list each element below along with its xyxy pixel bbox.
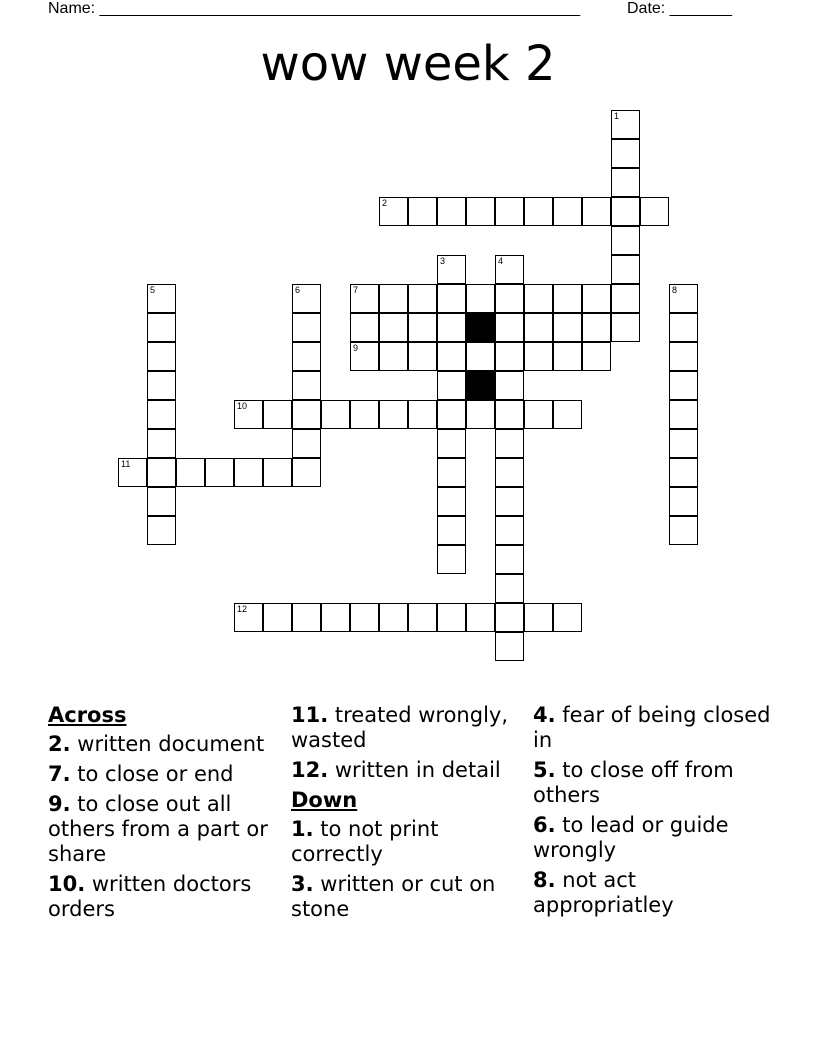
- clue-item-text: written doctors orders: [48, 872, 252, 921]
- grid-cell[interactable]: [379, 603, 408, 632]
- grid-cell[interactable]: [669, 342, 698, 371]
- grid-cell[interactable]: [292, 313, 321, 342]
- clue-item: [291, 817, 521, 867]
- grid-cell[interactable]: [611, 255, 640, 284]
- grid-cell[interactable]: [379, 400, 408, 429]
- grid-cell[interactable]: [611, 226, 640, 255]
- grid-cell[interactable]: [292, 342, 321, 371]
- clue-number: 10: [237, 401, 248, 411]
- grid-cell[interactable]: [495, 197, 524, 226]
- grid-cell[interactable]: [611, 110, 640, 139]
- clue-item: [533, 758, 773, 808]
- grid-cell[interactable]: [234, 603, 263, 632]
- grid-cell[interactable]: [495, 342, 524, 371]
- grid-cell[interactable]: [379, 284, 408, 313]
- clue-item-text: to close off from others: [533, 758, 734, 807]
- grid-cell[interactable]: [147, 487, 176, 516]
- grid-cell[interactable]: [524, 400, 553, 429]
- grid-cell[interactable]: [437, 342, 466, 371]
- clue-item-number: 2.: [48, 732, 71, 756]
- clue-item: [48, 792, 278, 867]
- grid-cell[interactable]: [350, 284, 379, 313]
- grid-cell[interactable]: [234, 400, 263, 429]
- clue-number: 3: [440, 256, 446, 266]
- clue-item: [48, 762, 278, 787]
- clue-item: [48, 872, 278, 922]
- clue-item-text: to close out all others from a part or share: [48, 792, 268, 866]
- clue-number: 1: [614, 111, 620, 121]
- grid-cell[interactable]: [350, 342, 379, 371]
- clue-item-text: to lead or guide wrongly: [533, 813, 729, 862]
- grid-cell[interactable]: [292, 400, 321, 429]
- grid-cell[interactable]: [234, 458, 263, 487]
- clue-item-text: not act appropriatley: [533, 868, 674, 917]
- grid-cell[interactable]: [437, 197, 466, 226]
- clue-item-number: 1.: [291, 817, 314, 841]
- clue-item-text: written document: [70, 732, 265, 756]
- clue-item: [533, 703, 773, 753]
- grid-cell[interactable]: [350, 400, 379, 429]
- clue-item: [48, 732, 278, 757]
- grid-cell[interactable]: [669, 313, 698, 342]
- grid-cell[interactable]: [495, 255, 524, 284]
- date-field[interactable]: Date: _______: [627, 0, 732, 17]
- grid-cell[interactable]: [321, 603, 350, 632]
- grid-cell[interactable]: [408, 400, 437, 429]
- clue-item-number: 12.: [291, 758, 329, 782]
- grid-cell[interactable]: [437, 313, 466, 342]
- grid-cell[interactable]: [408, 197, 437, 226]
- grid-cell[interactable]: [553, 603, 582, 632]
- clue-item-number: 11.: [291, 703, 329, 727]
- grid-cell[interactable]: [582, 342, 611, 371]
- grid-cell[interactable]: [524, 342, 553, 371]
- grid-cell[interactable]: [408, 342, 437, 371]
- grid-cell[interactable]: [408, 284, 437, 313]
- clue-item: [291, 758, 521, 783]
- grid-cell[interactable]: [437, 458, 466, 487]
- grid-cell[interactable]: [640, 197, 669, 226]
- clue-section-heading: Across: [48, 703, 127, 727]
- grid-cell[interactable]: [437, 603, 466, 632]
- grid-cell[interactable]: [495, 545, 524, 574]
- grid-cell[interactable]: [495, 574, 524, 603]
- clue-number: 12: [237, 604, 248, 614]
- grid-cell[interactable]: [466, 284, 495, 313]
- grid-cell[interactable]: [611, 197, 640, 226]
- grid-cell[interactable]: [495, 371, 524, 400]
- clue-number: 11: [121, 459, 131, 469]
- grid-cell[interactable]: [669, 284, 698, 313]
- clue-item: [533, 868, 773, 918]
- grid-cell[interactable]: [147, 458, 176, 487]
- grid-cell[interactable]: [495, 458, 524, 487]
- clue-number: 5: [150, 285, 156, 295]
- clue-item-text: treated wrongly, wasted: [291, 703, 509, 752]
- clue-number: 7: [353, 285, 359, 295]
- grid-cell[interactable]: [437, 545, 466, 574]
- clue-item-text: written or cut on stone: [291, 872, 496, 921]
- grid-cell[interactable]: [669, 487, 698, 516]
- grid-cell[interactable]: [437, 284, 466, 313]
- grid-cell[interactable]: [321, 400, 350, 429]
- clue-item-number: 3.: [291, 872, 314, 896]
- grid-cell[interactable]: [553, 342, 582, 371]
- clue-item-number: 10.: [48, 872, 86, 896]
- grid-cell[interactable]: [669, 516, 698, 545]
- grid-cell[interactable]: [669, 458, 698, 487]
- grid-cell[interactable]: [437, 487, 466, 516]
- grid-cell[interactable]: [669, 400, 698, 429]
- clue-column-2: [291, 703, 521, 927]
- clue-column-1: [48, 703, 278, 927]
- grid-cell[interactable]: [669, 371, 698, 400]
- clue-item: [533, 813, 773, 863]
- grid-cell[interactable]: [292, 458, 321, 487]
- grid-cell[interactable]: [437, 400, 466, 429]
- clue-column-3: [533, 703, 773, 923]
- grid-cell[interactable]: [466, 603, 495, 632]
- clue-item-number: 8.: [533, 868, 556, 892]
- name-field[interactable]: Name: ______________________________________________________: [48, 0, 581, 17]
- grid-cell[interactable]: [553, 400, 582, 429]
- grid-cell[interactable]: [582, 197, 611, 226]
- clue-number: 9: [353, 343, 359, 353]
- clue-item-number: 9.: [48, 792, 71, 816]
- grid-cell[interactable]: [553, 313, 582, 342]
- grid-cell[interactable]: [292, 429, 321, 458]
- grid-cell[interactable]: [553, 197, 582, 226]
- grid-cell[interactable]: [147, 313, 176, 342]
- grid-cell[interactable]: [205, 458, 234, 487]
- grid-cell[interactable]: [669, 429, 698, 458]
- grid-cell[interactable]: [611, 168, 640, 197]
- clue-number: 6: [295, 285, 301, 295]
- grid-cell[interactable]: [263, 458, 292, 487]
- grid-block: [466, 313, 495, 342]
- grid-cell[interactable]: [292, 371, 321, 400]
- clue-number: 2: [382, 198, 388, 208]
- grid-cell[interactable]: [524, 284, 553, 313]
- grid-cell[interactable]: [495, 632, 524, 661]
- grid-cell[interactable]: [611, 139, 640, 168]
- grid-cell[interactable]: [379, 342, 408, 371]
- grid-cell[interactable]: [263, 400, 292, 429]
- grid-cell[interactable]: [553, 284, 582, 313]
- clue-item-text: to not print correctly: [291, 817, 439, 866]
- grid-cell[interactable]: [292, 284, 321, 313]
- grid-cell[interactable]: [495, 487, 524, 516]
- grid-cell[interactable]: [176, 458, 205, 487]
- grid-cell[interactable]: [466, 342, 495, 371]
- grid-cell[interactable]: [408, 603, 437, 632]
- grid-cell[interactable]: [524, 197, 553, 226]
- grid-cell[interactable]: [147, 371, 176, 400]
- clue-number: 4: [498, 256, 504, 266]
- grid-cell[interactable]: [263, 603, 292, 632]
- page-title: wow week 2: [260, 36, 556, 92]
- grid-cell[interactable]: [147, 400, 176, 429]
- clue-item: [291, 872, 521, 922]
- grid-cell[interactable]: [495, 313, 524, 342]
- grid-cell[interactable]: [524, 603, 553, 632]
- grid-cell[interactable]: [437, 516, 466, 545]
- clue-item-text: written in detail: [328, 758, 501, 782]
- clue-item-text: to close or end: [70, 762, 234, 786]
- grid-cell[interactable]: [437, 429, 466, 458]
- grid-cell[interactable]: [466, 400, 495, 429]
- clue-item-text: fear of being closed in: [533, 703, 771, 752]
- clue-section-heading: Down: [291, 788, 358, 812]
- grid-cell[interactable]: [147, 284, 176, 313]
- grid-cell[interactable]: [437, 371, 466, 400]
- grid-cell[interactable]: [379, 197, 408, 226]
- grid-cell[interactable]: [495, 516, 524, 545]
- grid-cell[interactable]: [466, 197, 495, 226]
- grid-block: [466, 371, 495, 400]
- grid-cell[interactable]: [379, 313, 408, 342]
- grid-cell[interactable]: [437, 255, 466, 284]
- clue-item-number: 7.: [48, 762, 71, 786]
- grid-cell[interactable]: [408, 313, 437, 342]
- grid-cell[interactable]: [524, 313, 553, 342]
- grid-cell[interactable]: [147, 429, 176, 458]
- grid-cell[interactable]: [495, 429, 524, 458]
- grid-cell[interactable]: [495, 603, 524, 632]
- grid-cell[interactable]: [292, 603, 321, 632]
- grid-cell[interactable]: [495, 284, 524, 313]
- grid-cell[interactable]: [350, 603, 379, 632]
- grid-cell[interactable]: [118, 458, 147, 487]
- grid-cell[interactable]: [147, 342, 176, 371]
- grid-cell[interactable]: [611, 313, 640, 342]
- grid-cell[interactable]: [495, 400, 524, 429]
- grid-cell[interactable]: [350, 313, 379, 342]
- grid-cell[interactable]: [147, 516, 176, 545]
- grid-cell[interactable]: [582, 313, 611, 342]
- grid-cell[interactable]: [582, 284, 611, 313]
- grid-cell[interactable]: [611, 284, 640, 313]
- clue-item-number: 6.: [533, 813, 556, 837]
- clue-number: 8: [672, 285, 678, 295]
- clue-item: [291, 703, 521, 753]
- clue-item-number: 5.: [533, 758, 556, 782]
- clue-item-number: 4.: [533, 703, 556, 727]
